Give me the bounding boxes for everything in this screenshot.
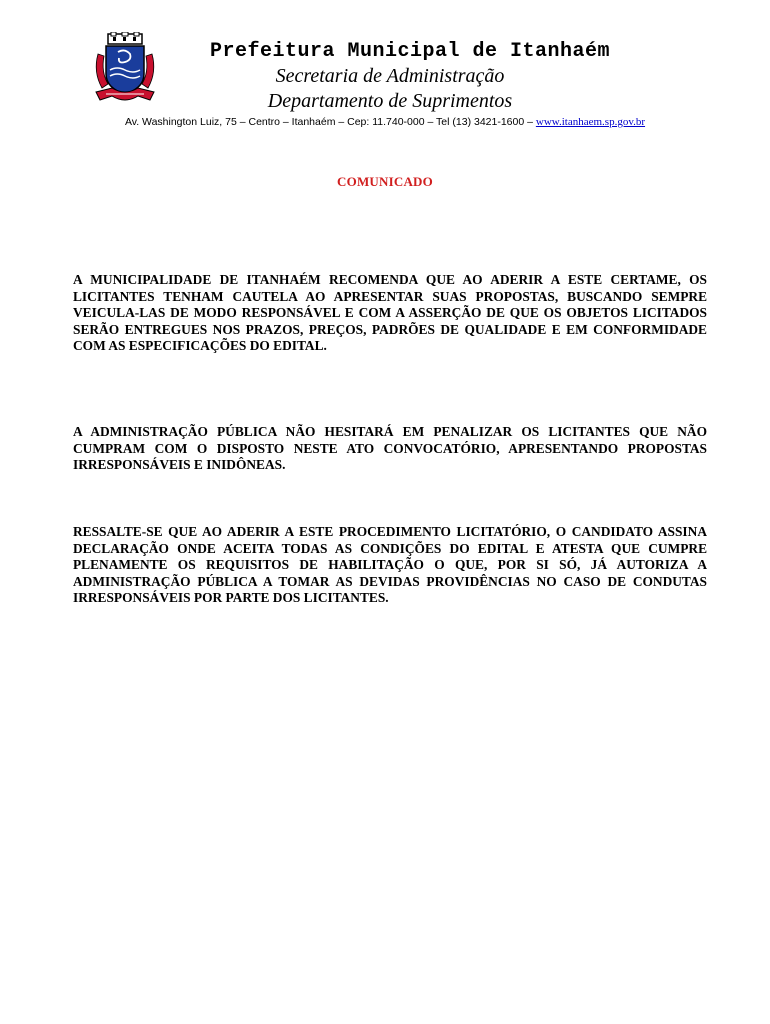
paragraph-penalty: A ADMINISTRAÇÃO PÚBLICA NÃO HESITARÁ EM PENALIZAR OS LICITANTES QUE NÃO CUMPRAM COM O DISPOSTO NESTE ATO CONVOCATÓRIO, APRESENTANDO PROPOSTAS IRRESPONSÁVEIS E INIDÔNEAS. [73,424,707,473]
header-departamento: Departamento de Suprimentos [267,90,513,112]
paragraph-declaration: RESSALTE-SE QUE AO ADERIR A ESTE PROCEDIMENTO LICITATÓRIO, O CANDIDATO ASSINA DECLARAÇÃO ONDE ACEITA TODAS AS CONDIÇÕES DO EDITAL E ATESTA QUE CUMPRE PLENAMENTE OS REQUISITOS DE HABILITAÇÃO O QUE, POR SI SÓ, JÁ AUTORIZA A ADMINISTRAÇÃO PÚBLICA A TOMAR AS DEVIDAS PROVIDÊNCIAS NO CASO DE CONDUTAS IRRESPONSÁVEIS POR PARTE DOS LICITANTES. [73,524,707,606]
document-heading: COMUNICADO [337,174,433,189]
coat-of-arms-icon [92,32,158,104]
address-text: Av. Washington Luiz, 75 – Centro – Itanhaém – Cep: 11.740-000 – Tel (13) 3421-1600 – [124,116,536,128]
website-link[interactable]: www.itanhaem.sp.gov.br [535,116,646,128]
paragraph-recommendation: A MUNICIPALIDADE DE ITANHAÉM RECOMENDA QUE AO ADERIR A ESTE CERTAME, OS LICITANTES TENHAM CAUTELA AO APRESENTAR SUAS PROPOSTAS, BUSCANDO SEMPRE VEICULA-LAS DE MODO RESPONSÁVEL E COM A ASSERÇÃO DE QUE OS OBJETOS LICITADOS SERÃO ENTREGUES NOS PRAZOS, PREÇOS, PADRÕES DE QUALIDADE E EM CONFORMIDADE COM AS ESPECIFICAÇÕES DO EDITAL. [73,272,707,354]
header-secretaria: Secretaria de Administração [275,65,505,87]
header-address-line [0,116,770,128]
header-title: Prefeitura Municipal de Itanhaém [209,40,611,63]
